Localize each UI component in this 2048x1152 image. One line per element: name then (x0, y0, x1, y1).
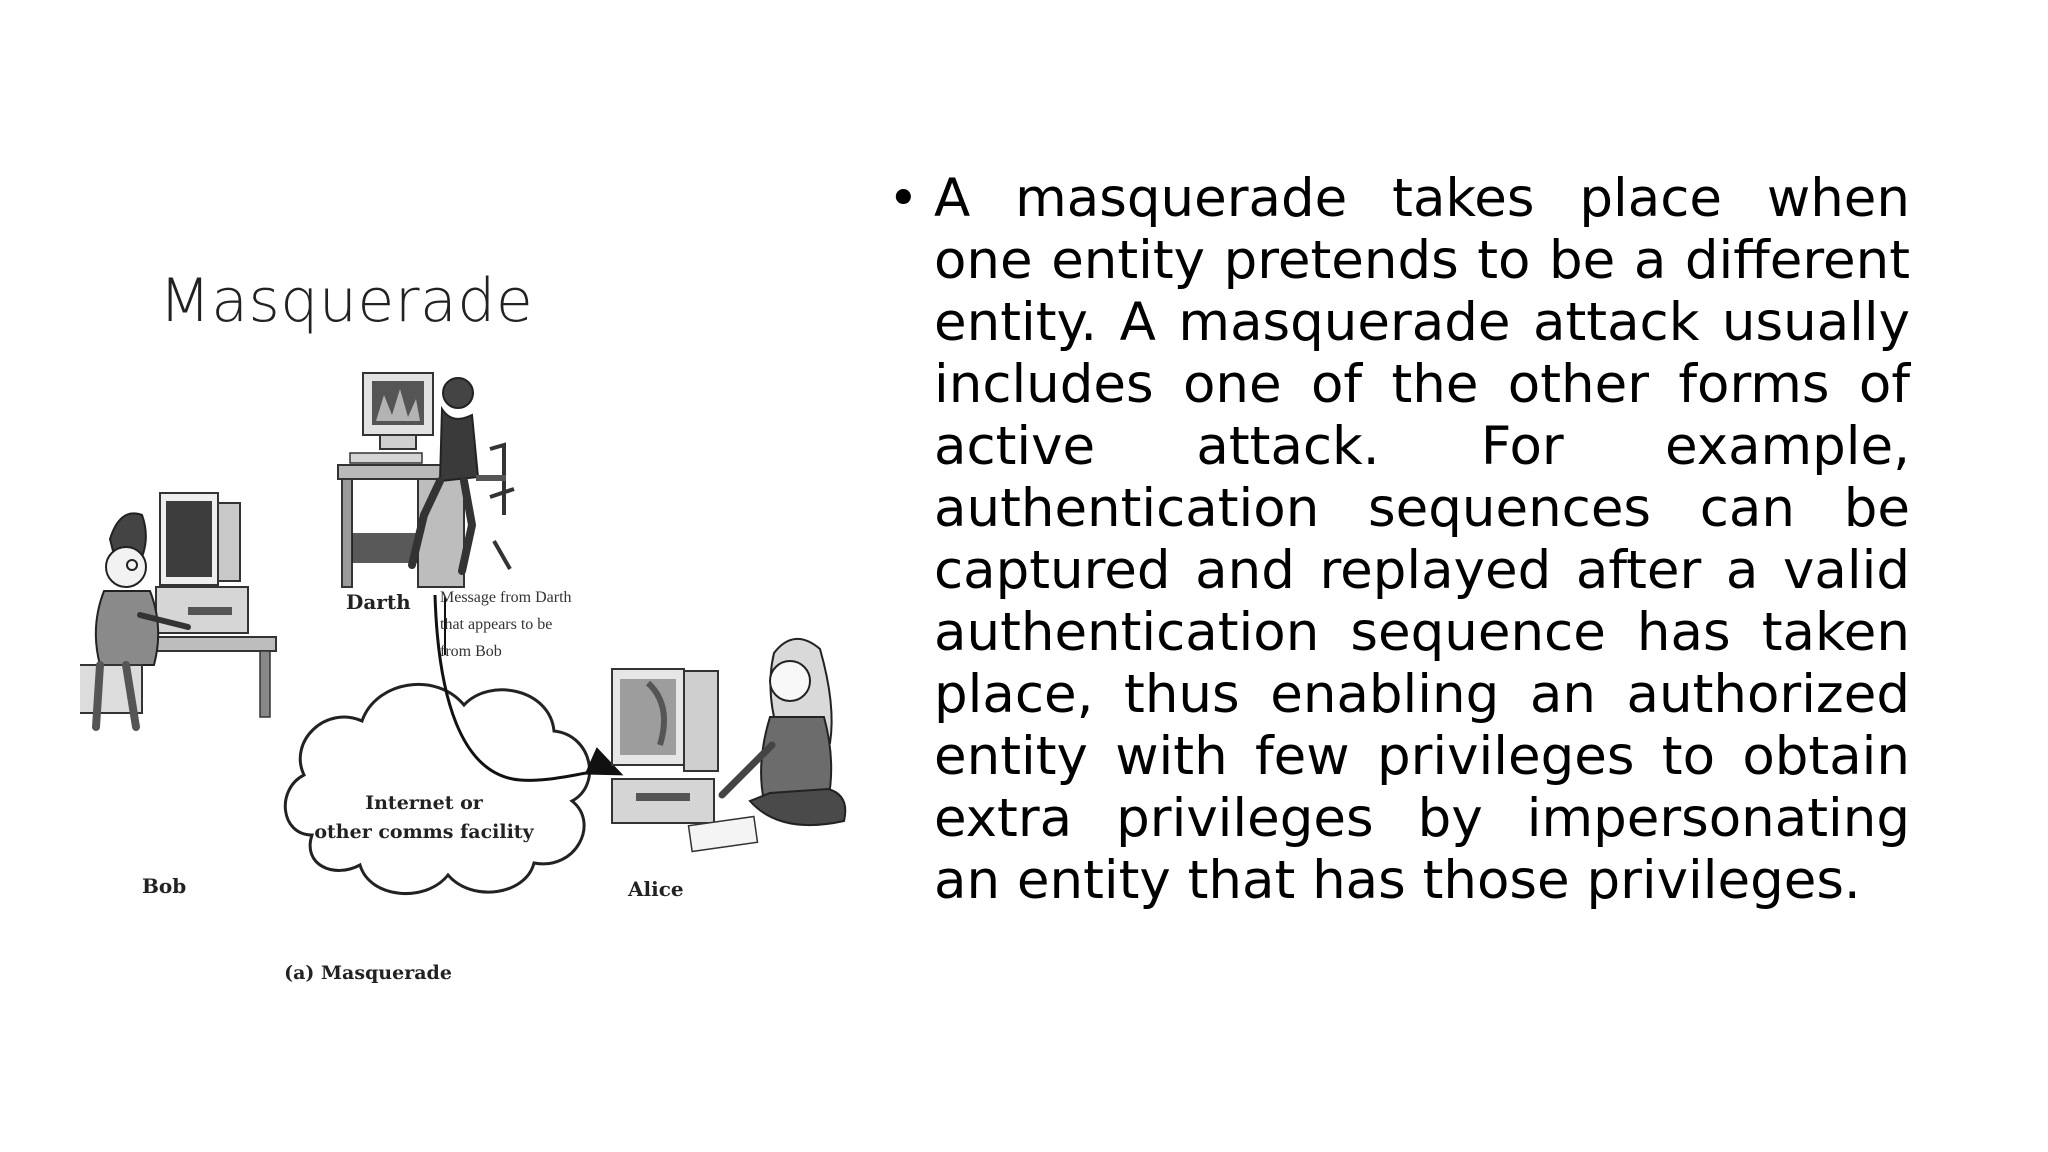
alice-label: Alice (628, 877, 684, 901)
darth-illustration (338, 373, 514, 587)
message-note-line3: from Bob (440, 643, 502, 660)
bob-label: Bob (142, 874, 187, 898)
masquerade-diagram (80, 365, 850, 995)
bullet-list (888, 168, 1910, 912)
figure-caption: (a) Masquerade (284, 962, 452, 984)
slide-title: Masquerade (159, 266, 534, 336)
darth-label: Darth (346, 590, 411, 614)
internet-cloud (285, 684, 589, 893)
message-note-line2: that appears to be (440, 616, 553, 633)
bullet-dot-icon: • (888, 169, 919, 229)
message-note-line1: Message from Darth (440, 589, 572, 606)
bob-illustration (80, 493, 276, 727)
cloud-label-line1: Internet or (365, 792, 483, 814)
masquerade-figure (80, 365, 850, 995)
alice-illustration (612, 639, 845, 852)
bullet-text: A masquerade takes place when one entity pretends to be a different entity. A masquerade attack usually includes one of the other forms of active attack. For example, authentication sequences can be captured and replayed after a valid authentication sequence has taken place, thus enabling an authorized entity with few privileges to obtain extra privileges by impersonating an entity that has those privileges. (934, 168, 1910, 911)
cloud-label-line2: other comms facility (314, 821, 534, 843)
